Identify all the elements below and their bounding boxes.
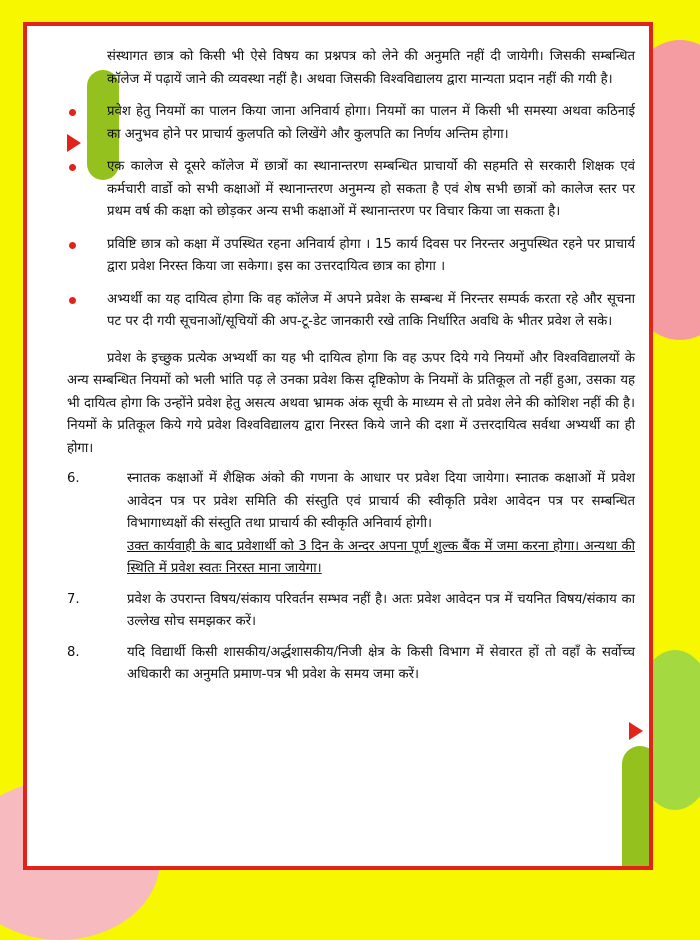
content-frame [23,22,653,870]
bullet-text: प्रविष्टि छात्र को कक्षा में उपस्थित रहना अनिवार्य होगा । 15 कार्य दिवस पर निरन्तर अनुपस्थित रहने पर प्राचार्य द्वारा प्रवेश निरस्त किया जा सकेगा। इस का उत्तरदायित्व छात्र का होगा । [107,236,635,274]
bullet-dot-icon [69,164,76,171]
numbered-item [67,642,635,687]
bullet-dot-icon [69,109,76,116]
item-number: 6. [67,471,80,486]
bullet-item [67,101,635,146]
item-text: यदि विद्यार्थी किसी शासकीय/अर्द्धशासकीय/निजी क्षेत्र के किसी विभाग में सेवारत हों तो वहाँ के सर्वोच्च अधिकारी का अनुमति प्रमाण-पत्र भी प्रवेश के समय जमा करें। [127,644,635,682]
item-text: स्नातक कक्षाओं में शैक्षिक अंको की गणना के आधार पर प्रवेश दिया जायेगा। स्नातक कक्षाओं में प्रवेश आवेदन पत्र पर प्रवेश समिति की संस्तुति एवं प्राचार्य की स्वीकृति प्रवेश आवेदन पत्र पर सम्बन्धित विभागाध्यक्षों की संस्तुति तथा प्राचार्य की स्वीकृति अनिवार्य होगी। [127,471,635,531]
item-text: प्रवेश के उपरान्त विषय/संकाय परिवर्तन सम्भव नहीं है। अतः प्रवेश आवेदन पत्र में चयनित विषय/संकाय का उल्लेख सोच समझकर करें। [127,591,635,629]
item-number: 8. [67,644,80,660]
document-content [67,46,635,687]
bullet-item [67,289,635,334]
bullet-dot-icon [69,297,76,304]
bullet-item [67,234,635,279]
numbered-item [67,468,635,581]
green-accent-bar-right [622,746,653,870]
bullet-text: एक कालेज से दूसरे कॉलेज में छात्रों का स्थानान्तरण सम्बन्धित प्राचार्यो की सहमति से सरकारी शिक्षक एवं कर्मचारी वार्डो को सभी कक्षाओं में स्थानान्तरण अनुमन्य हो सकता है एवं शेष सभी छात्रों को कालेज स्तर पर प्रथम वर्ष की कक्षा को छोड़कर अन्य सभी कक्षाओं में स्थानान्तरण पर विचार किया जा सकता है। [107,159,635,219]
responsibility-paragraph: प्रवेश के इच्छुक प्रत्येक अभ्यर्थी का यह भी दायित्व होगा कि वह ऊपर दिये गये नियमों और विश्वविद्यालयों के अन्य सम्बन्धित नियमों को भली भांति पढ़ ले उनका प्रवेश किस दृष्टिकोण के नियमों के प्रतिकूल तो नहीं हुआ, उसका यह भी दायित्व होगा कि उन्होंने प्रवेश हेतु असत्य अथवा भ्रामक अंक सूची के माध्यम से तो प्रवेश लेने की कोशिश नहीं की है। नियमों के प्रतिकूल किये गये प्रवेश विश्वविद्यालय द्वारा निरस्त किये जाने की दशा में उत्तरदायित्व सर्वथा अभ्यर्थी का ही होगा। [67,350,635,456]
bullet-dot-icon [69,242,76,249]
numbered-item [67,589,635,634]
bullet-text: अभ्यर्थी का यह दायित्व होगा कि वह कॉलेज में अपने प्रवेश के सम्बन्ध में निरन्तर सम्पर्क करता रहे और सूचना पट पर दी गयी सूचनाओं/सूचियों की अप-टू-डेट जानकारी रखे ताकि निर्धारित अवधि के भीतर प्रवेश ले सके। [107,291,635,329]
bullet-text: प्रवेश हेतु नियमों का पालन किया जाना अनिवार्य होगा। नियमों का पालन में किसी भी समस्या अथवा कठिनाई का अनुभव होने पर प्राचार्य कुलपति को लिखेंगे और कुलपति का निर्णय अन्तिम होगा। [107,104,635,142]
bullet-item [67,156,635,224]
intro-paragraph: संस्थागत छात्र को किसी भी ऐसे विषय का प्रश्नपत्र को लेने की अनुमति नहीं दी जायेगी। जिसकी सम्बन्धित कॉलेज में पढ़ायें जाने की व्यवस्था नहीं है। अथवा जिसकी विश्वविद्यालय द्वारा मान्यता प्रदान नहीं की गयी है। [107,49,635,87]
item-number: 7. [67,591,80,607]
item-underlined-text: उक्त कार्यवाही के बाद प्रवेशार्थी को 3 दिन के अन्दर अपना पूर्ण शुल्क बैंक में जमा करना होगा। अन्यथा की स्थिति में प्रवेश स्वतः निरस्त माना जायेगा। [127,538,635,576]
red-triangle-marker-right [629,722,643,740]
